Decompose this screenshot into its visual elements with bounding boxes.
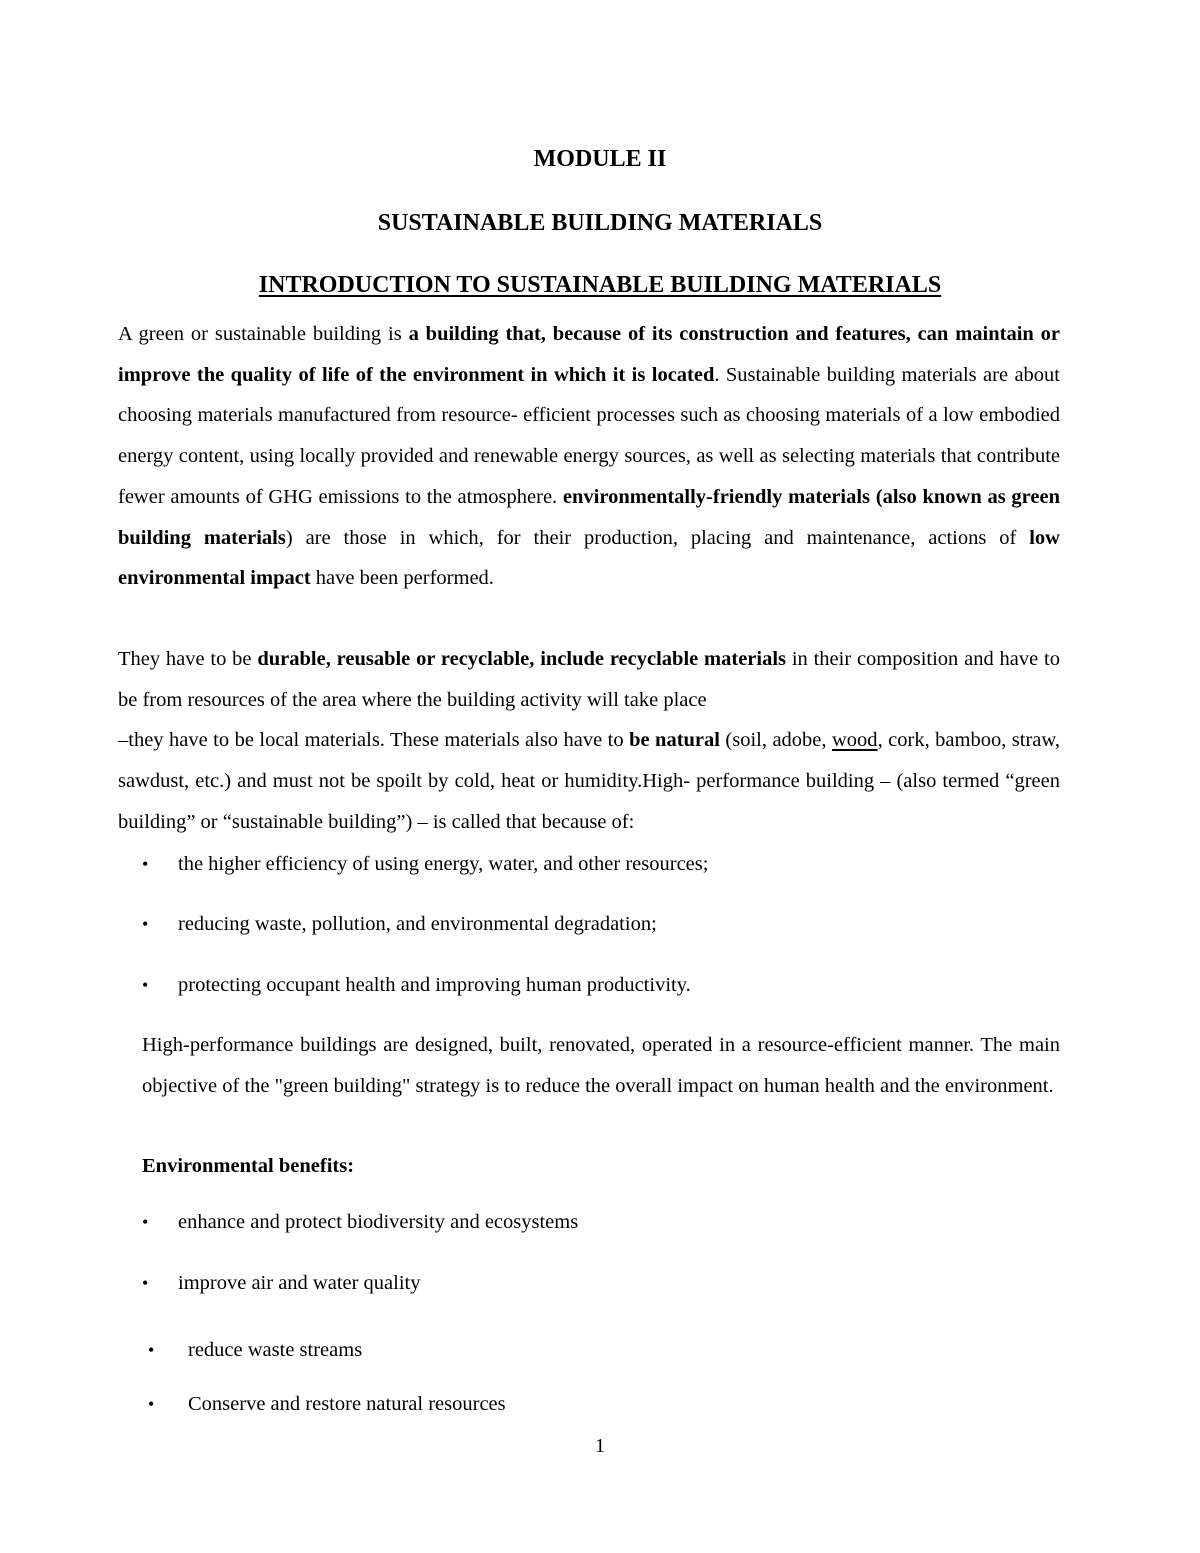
- bullet-icon: •: [142, 1212, 149, 1232]
- req-text-4: (soil, adobe,: [719, 729, 832, 752]
- bullet-icon: •: [142, 1273, 149, 1293]
- bullet-icon: •: [142, 975, 149, 995]
- intro-bold-2: environmentally-friendly materials (also known as green building materials: [118, 485, 1061, 549]
- req-bold-1: durable, reusable or recyclable, include recyclable materials: [257, 648, 787, 670]
- section-heading: INTRODUCTION TO SUSTAINABLE BUILDING MATERIALS: [258, 272, 942, 298]
- list-item-text: reducing waste, pollution, and environmental degradation;: [178, 913, 657, 935]
- intro-text-1: A green or sustainable building is: [118, 323, 409, 345]
- req-bold-2: be natural: [629, 729, 720, 752]
- req-text-1: They have to be: [118, 648, 258, 670]
- wood-link[interactable]: wood: [832, 729, 878, 752]
- environmental-benefits-heading: Environmental benefits:: [142, 1155, 355, 1177]
- module-heading: MODULE II: [533, 146, 667, 172]
- list-item-text: improve air and water quality: [178, 1272, 421, 1294]
- bullet-icon: •: [142, 914, 149, 934]
- document-title: SUSTAINABLE BUILDING MATERIALS: [377, 210, 823, 236]
- intro-paragraph: [118, 314, 1060, 599]
- objective-paragraph: High-performance buildings are designed, built, renovated, operated in a resource-efficient manner. The main objective of the "green building" strategy is to reduce the overall impact on human health and the environment.: [142, 1034, 1060, 1097]
- intro-text-3: ) are those in which, for their production, placing and maintenance, actions of: [285, 526, 1030, 549]
- bullet-icon: •: [148, 1394, 155, 1414]
- req-text-3: –they have to be local materials. These materials also have to: [118, 729, 630, 752]
- requirements-paragraph: [118, 639, 1060, 843]
- intro-text-2: . Sustainable building materials are about choosing materials manufactured from resource- efficient processes such as choosing materials of a low embodied energy content, using locally provided and renewable energy sources, as well as selecting materials that contribute fewer amounts of GHG emissions to the atmosphere.: [118, 363, 1060, 508]
- list-item-text: protecting occupant health and improving human productivity.: [178, 974, 691, 996]
- req-text-5: , cork, bamboo, straw, sawdust, etc.) and must not be spoilt by cold, heat or humidity.High- performance building – (also termed “green building” or “sustainable building”) – is called that because of:: [118, 729, 1060, 833]
- requirements-block-1: [118, 639, 1060, 720]
- list-item-text: enhance and protect biodiversity and ecosystems: [178, 1211, 579, 1233]
- bullet-icon: •: [148, 1340, 155, 1360]
- list-item-text: the higher efficiency of using energy, water, and other resources;: [178, 853, 709, 875]
- intro-text-4: have been performed.: [310, 567, 494, 590]
- intro-bold-3: low environmental impact: [118, 526, 1060, 590]
- requirements-block-2: [118, 720, 1060, 842]
- list-item-text: reduce waste streams: [188, 1339, 363, 1361]
- bullet-icon: •: [142, 854, 149, 874]
- list-item-text: Conserve and restore natural resources: [188, 1393, 506, 1415]
- intro-bold-1: a building that, because of its construction and features, can maintain or improve the quality of life of the environment in which it is located: [118, 323, 1060, 386]
- page-number: 1: [595, 1435, 605, 1457]
- req-text-2: in their composition and have to be from resources of the area where the building activity will take place: [118, 648, 1060, 711]
